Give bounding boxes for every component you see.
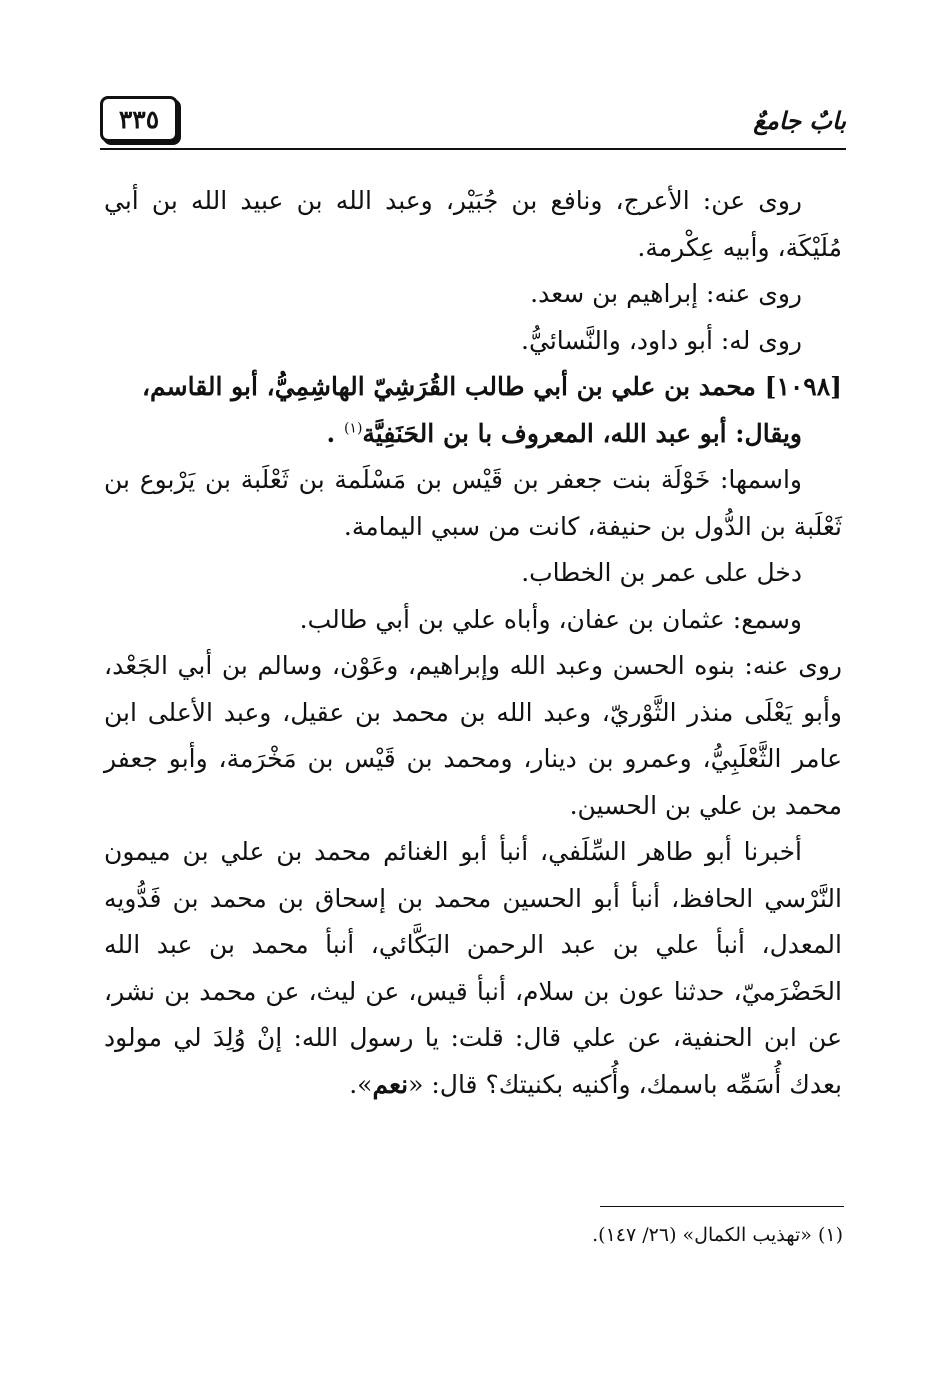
isnad-answer: نعم (372, 1069, 409, 1099)
footnote-ref: (١) (343, 420, 363, 437)
biography-entry-heading (104, 364, 842, 457)
paragraph-entered: دخل على عمر بن الخطاب. (521, 558, 802, 587)
isnad-text: أخبرنا أبو طاهر السِّلَفي، أنبأ أبو الغنائم محمد بن علي بن ميمون النَّرْسي الحافظ، أنبأ أبو الحسين محمد بن إسحاق بن محمد بن فَدُّويه المعدل، أنبأ علي بن عبد الرحمن البَكَّائي، أنبأ محمد بن عبد الله الحَضْرَميّ، حدثنا عون بن سلام، أنبأ قيس، عن ليث، عن محمد بن نشر، عن ابن الحنفية، عن علي قال: قلت: يا رسول الله: إنْ وُلِدَ لي مولود بعدك أُسَمِّه باسمك، وأُكنيه بكنيتك؟ قال: « (104, 837, 842, 1099)
paragraph-narrated-from: روى عن: الأعرج، ونافع بن جُبَيْر، وعبد الله بن عبيد الله بن أبي مُلَيْكَة، وأبيه عِكْرمة. (104, 186, 842, 262)
header-rule (100, 148, 846, 150)
isnad-end: ». (349, 1069, 373, 1099)
page-header (100, 96, 846, 152)
entry-heading-line1: [١٠٩٨] محمد بن علي بن أبي طالب القُرَشِيّ الهاشِمِيُّ، أبو القاسم، (141, 372, 842, 401)
paragraph-heard: وسمع: عثمان بن عفان، وأباه علي بن أبي طالب. (299, 604, 802, 634)
footnote-rule (600, 1206, 844, 1207)
running-title: بابٌ جامعٌ (753, 106, 846, 135)
entry-heading-line2-text: ويقال: أبو عبد الله، المعروف با بن الحَنَفِيَّة (362, 418, 802, 448)
paragraph-isnad (104, 829, 842, 1108)
page-number: ٣٣٥ (100, 96, 178, 142)
paragraph-narrated-for: روى له: أبو داود، والنَّسائيُّ. (521, 325, 802, 355)
paragraph-mother-name: واسمها: خَوْلَة بنت جعفر بن قَيْس بن مَسْلَمة بن ثَعْلَبة بن يَرْبوع بن ثَعْلَبة بن الدُّول بن حنيفة، كانت من سبي اليمامة. (104, 465, 842, 541)
footnote: (١) «تهذيب الكمال» (٢٦/ ١٤٧). (592, 1224, 843, 1246)
entry-end-mark: . (326, 418, 336, 448)
main-text (104, 178, 842, 1108)
paragraph-narrators: روى عنه: بنوه الحسن وعبد الله وإبراهيم، وعَوْن، وسالم بن أبي الجَعْد، وأبو يَعْلَى منذر الثَّوْريّ، وعبد الله بن محمد بن عقيل، وعبد الأعلى ابن عامر الثَّعْلَبِيُّ، وعمرو بن دينار، ومحمد بن قَيْس بن مَخْرَمة، وأبو جعفر محمد بن علي بن الحسين. (104, 651, 842, 820)
paragraph-narrated-by: روى عنه: إبراهيم بن سعد. (530, 279, 802, 308)
entry-heading-line2 (104, 411, 842, 458)
